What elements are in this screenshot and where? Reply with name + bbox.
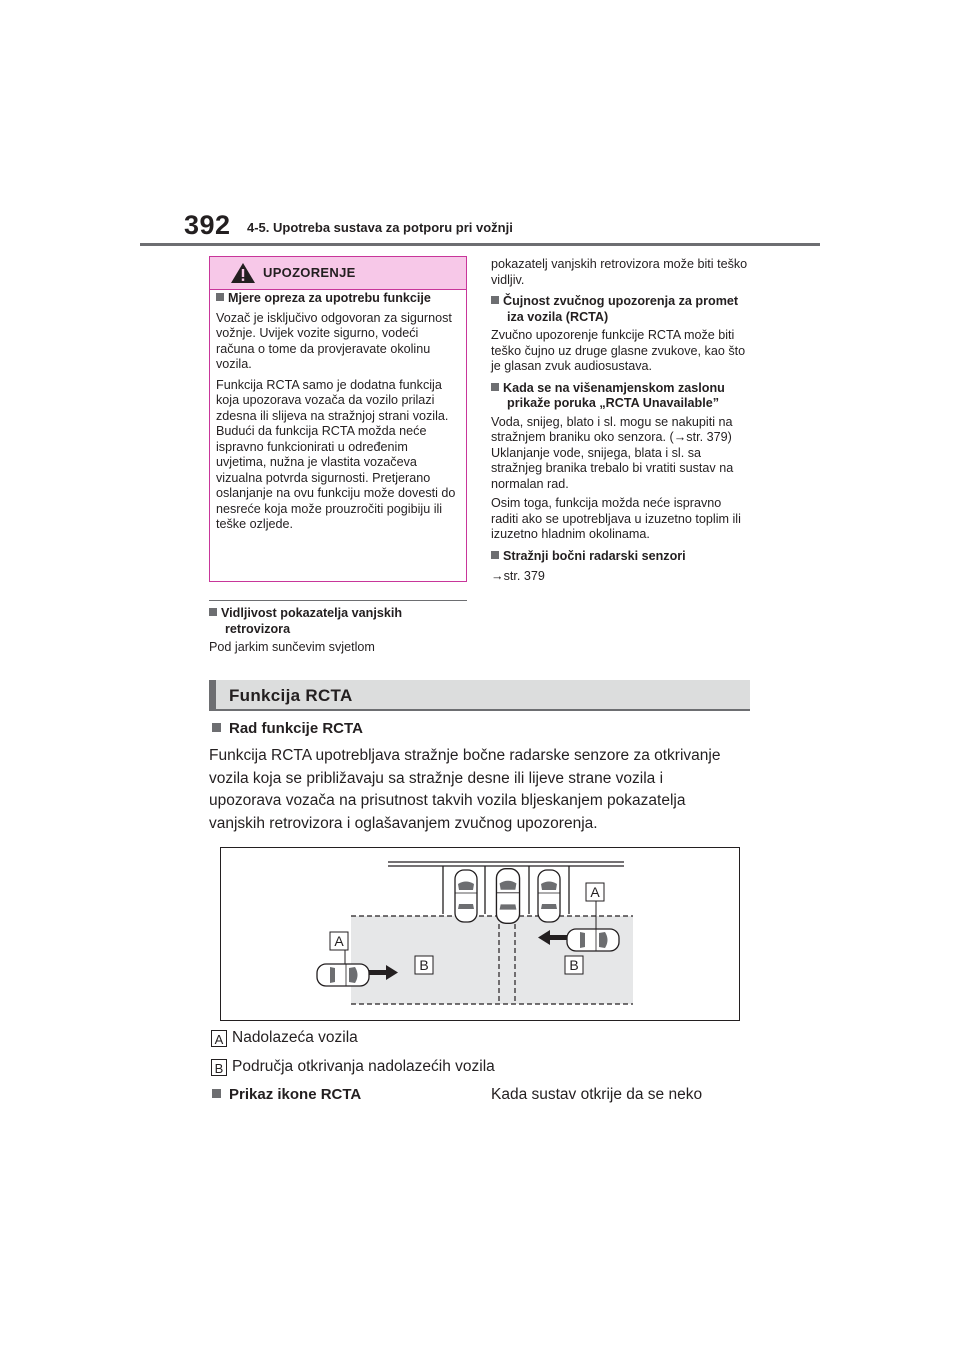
bullet-square <box>491 383 499 391</box>
right-paragraph: Zvučno upozorenje funkcije RCTA može biti teško čujno uz druge glasne zvukove, kao što je glasan zvuk audiosustava. <box>491 328 746 373</box>
main-line: vozila koja se približavaju sa stražnje desne ili lijeve strane vozila i <box>209 769 664 787</box>
main-line: Funkcija RCTA upotrebljava stražnje bočne radarske senzore za otkrivanje <box>209 747 721 764</box>
warning-paragraph: Funkcija RCTA samo je dodatna funkcija koja upozorava vozača da vozilo prilazi zdesna ili slijeva na stražnjoj strani vozila. Budući da funkcija RCTA možda neće ispravno funkcionirati u određenim uvjetima, nužna je vlastita vozačeva vizualna potvrda sigurnosti. Pretjerano oslanjanje na ovu funkciju može dovesti do nesreće koja može prouzročiti pogibiju ili teške ozljede. <box>216 377 456 531</box>
left-heading: Vidljivost pokazatelja vanjskih retrovizora <box>209 606 467 637</box>
rcta-diagram <box>220 847 740 1021</box>
page-number: 392 <box>184 210 231 240</box>
diagram-label-a: A <box>334 933 344 949</box>
right-heading-2: Kada se na višenamjenskom zaslonu prikaže poruka „RCTA Unavailable” <box>491 381 751 412</box>
legend-text: Nadolazeća vozila <box>232 1029 358 1046</box>
main-heading: Rad funkcije RCTA <box>212 720 363 737</box>
bullet-square <box>216 293 224 301</box>
parked-car <box>538 870 560 922</box>
legend-text: Područja otkrivanja nadolazećih vozila <box>232 1058 495 1075</box>
warning-triangle-icon <box>230 262 256 284</box>
section-band <box>209 680 750 711</box>
right-column <box>491 257 751 585</box>
page-reference: →str. 379 <box>491 569 545 583</box>
warning-box <box>209 256 467 582</box>
diagram-label-b: B <box>419 957 429 973</box>
right-heading-1: Čujnost zvučnog upozorenja za promet iza vozila (RCTA) <box>491 294 751 325</box>
warning-header <box>210 257 466 290</box>
approaching-car-right <box>567 929 619 951</box>
section-divider <box>209 600 467 601</box>
warning-content <box>216 291 456 533</box>
diagram-label-b: B <box>569 957 579 973</box>
approaching-car-left <box>317 964 369 986</box>
header-rule <box>140 243 820 246</box>
main-line: upozorava vozača na prisutnost takvih vozila bljeskanjem pokazatelja <box>209 792 686 809</box>
right-intro: pokazatelj vanjskih retrovizora može biti teško vidljiv. <box>491 257 748 287</box>
warning-heading: Mjere opreza za upotrebu funkcije <box>216 291 456 307</box>
diagram-illustration <box>221 848 739 1020</box>
band-title: Funkcija RCTA <box>229 686 353 705</box>
right-paragraph: Voda, snijeg, blato i sl. mogu se nakupiti na stražnjem braniku oko senzora. (→str. 379) Uklanjanje vode, snijega, blata i sl. sa stražnjeg branika trebalo bi vratiti sustav na normalan rad. <box>491 414 734 491</box>
bottom-heading: Prikaz ikone RCTA <box>212 1086 361 1103</box>
bullet-square <box>212 723 221 732</box>
right-paragraph: Osim toga, funkcija možda neće ispravno raditi ako se upotrebljava u izuzetno toplim ili izuzetno hladnim okolinama. <box>491 496 741 541</box>
legend-letter: A <box>211 1030 227 1047</box>
section-title: 4-5. Upotreba sustava za potporu pri vožnji <box>247 220 513 235</box>
bottom-text: Kada sustav otkrije da se neko <box>491 1086 703 1103</box>
warning-paragraph: Vozač je isključivo odgovoran za sigurnost vožnje. Uvijek vozite sigurno, vodeći računa o tome da provjeravate okolinu vozila. <box>216 310 452 371</box>
legend-item <box>211 1027 358 1050</box>
main-line: vanjskih retrovizora i oglašavanjem zvučnog upozorenja. <box>209 814 598 832</box>
bullet-square <box>491 296 499 304</box>
left-column-section <box>209 606 467 656</box>
legend-item <box>211 1056 495 1079</box>
warning-title: UPOZORENJE <box>263 265 356 280</box>
legend-letter: B <box>211 1059 227 1076</box>
bullet-square <box>491 551 499 559</box>
diagram-label-a: A <box>590 884 600 900</box>
parked-car <box>455 870 477 922</box>
right-heading-3: Stražnji bočni radarski senzori <box>491 549 751 565</box>
bullet-square <box>212 1089 221 1098</box>
reversing-car <box>496 869 519 924</box>
left-text: Pod jarkim sunčevim svjetlom <box>209 640 375 654</box>
bullet-square <box>209 608 217 616</box>
main-text <box>209 745 769 835</box>
